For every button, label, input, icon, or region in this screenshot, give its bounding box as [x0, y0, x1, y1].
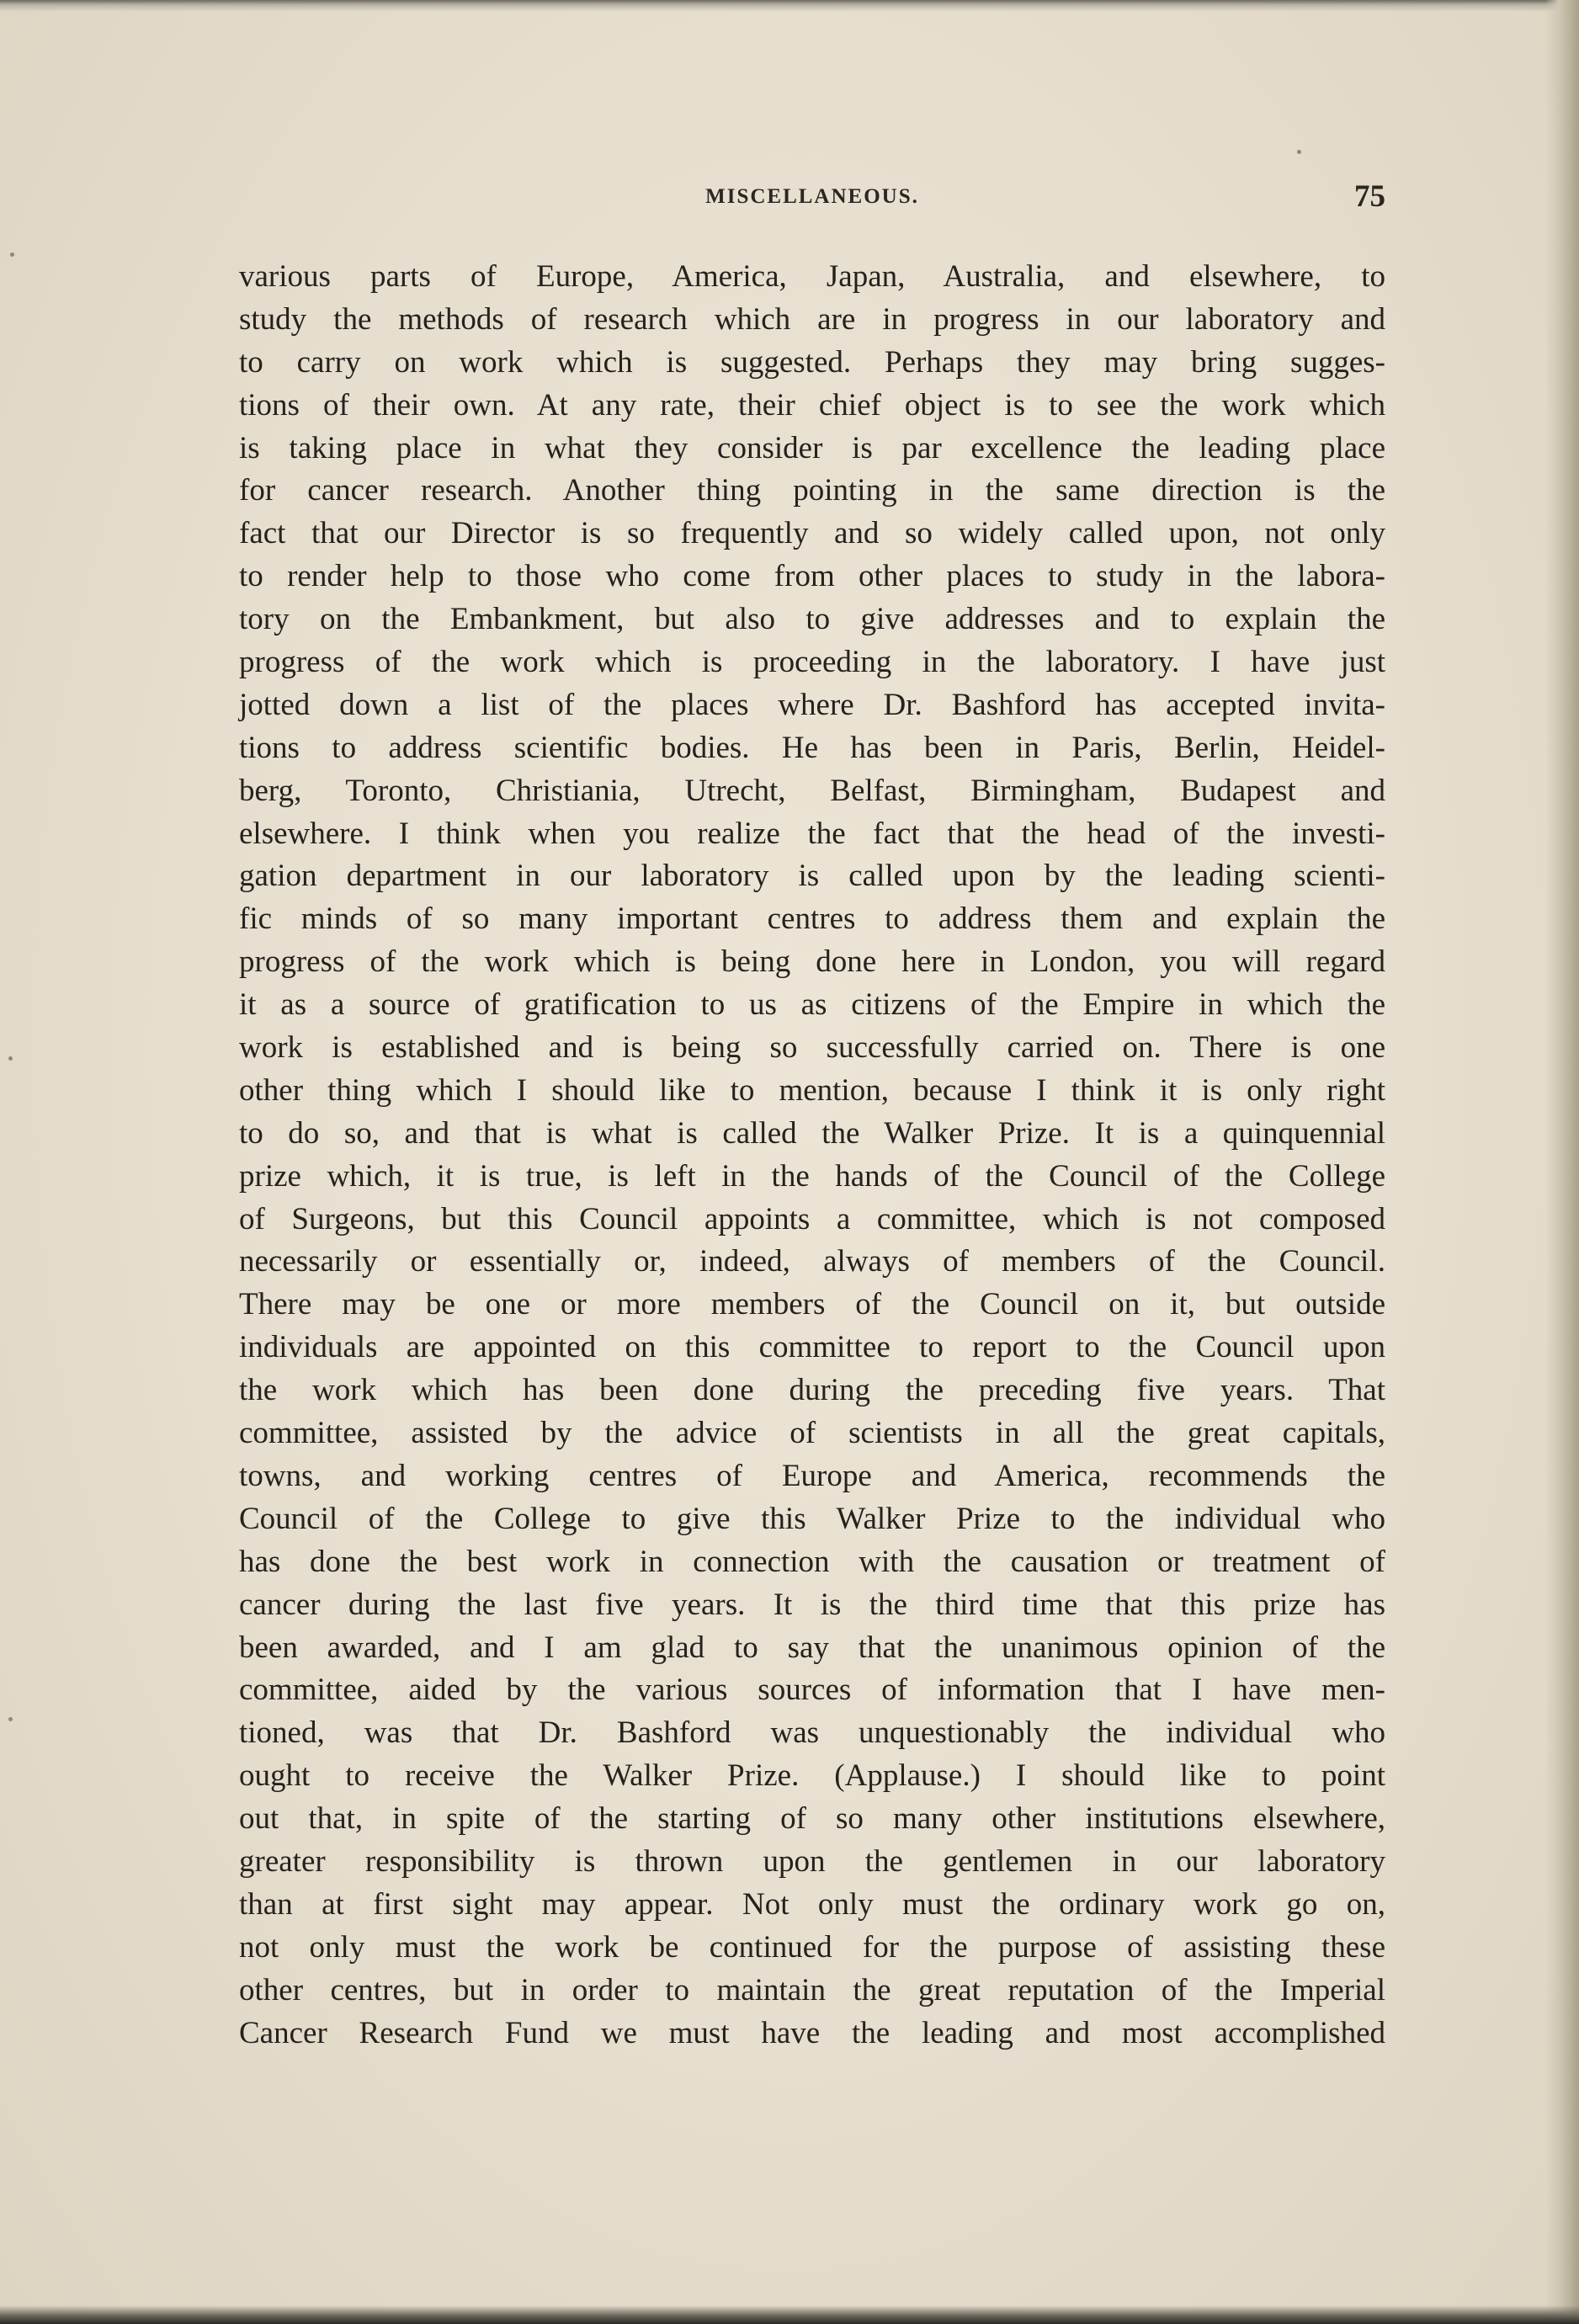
paper-speck	[8, 1717, 13, 1721]
text-line: committee, aided by the various sources of information that I have men-	[239, 1673, 1385, 1708]
text-line: towns, and working centres of Europe and America, recommends the	[239, 1458, 1385, 1493]
text-line: other centres, but in order to maintain the great reputation of the Imperial	[239, 1972, 1385, 2008]
text-line: study the methods of research which are in progress in our laboratory and	[239, 301, 1385, 337]
text-line: greater responsibility is thrown upon the gentlemen in our laboratory	[239, 1843, 1385, 1879]
text-line: progress of the work which is proceeding in the laboratory. I have just	[239, 645, 1385, 680]
text-line: of Surgeons, but this Council appoints a committee, which is not composed	[239, 1201, 1385, 1236]
text-line: individuals are appointed on this committee to report to the Council upon	[239, 1330, 1385, 1365]
text-line: out that, in spite of the starting of so many other institutions elsewhere,	[239, 1801, 1385, 1837]
paper-speck	[8, 1056, 13, 1061]
text-line: There may be one or more members of the Council on it, but outside	[239, 1287, 1385, 1322]
text-line: tioned, was that Dr. Bashford was unquestionably the individual who	[239, 1715, 1385, 1751]
text-line: is taking place in what they consider is par excellence the leading place	[239, 430, 1385, 465]
text-line: ought to receive the Walker Prize. (Applause.) I should like to point	[239, 1758, 1385, 1794]
text-line: the work which has been done during the preceding five years. That	[239, 1373, 1385, 1408]
body-text	[239, 256, 1385, 2055]
page-number: 75	[1354, 179, 1385, 214]
text-line: fic minds of so many important centres to address them and explain the	[239, 901, 1385, 937]
text-line: than at first sight may appear. Not only must the ordinary work go on,	[239, 1886, 1385, 1922]
page-bottom-edge	[0, 2305, 1579, 2324]
text-line: various parts of Europe, America, Japan, Australia, and elsewhere, to	[239, 259, 1385, 294]
paper-speck	[10, 253, 14, 257]
text-line: tions to address scientific bodies. He has been in Paris, Berlin, Heidel-	[239, 730, 1385, 765]
text-line: cancer during the last five years. It is the third time that this prize has	[239, 1587, 1385, 1622]
text-line: progress of the work which is being done here in London, you will regard	[239, 944, 1385, 980]
text-line: tions of their own. At any rate, their chief object is to see the work which	[239, 387, 1385, 423]
text-line: work is established and is being so successfully carried on. There is one	[239, 1030, 1385, 1066]
page-right-edge	[1545, 0, 1579, 2324]
text-line: necessarily or essentially or, indeed, always of members of the Council.	[239, 1244, 1385, 1279]
text-line: jotted down a list of the places where Dr. Bashford has accepted invita-	[239, 687, 1385, 722]
paper-speck	[1297, 150, 1301, 154]
text-line: elsewhere. I think when you realize the fact that the head of the investi-	[239, 816, 1385, 851]
text-line: has done the best work in connection with the causation or treatment of	[239, 1544, 1385, 1579]
text-line: to render help to those who come from other places to study in the labora-	[239, 559, 1385, 594]
text-line: to carry on work which is suggested. Perhaps they may bring sugges-	[239, 344, 1385, 380]
text-line: other thing which I should like to mention, because I think it is only right	[239, 1072, 1385, 1108]
text-line: Cancer Research Fund we must have the leading and most accomplished	[239, 2015, 1385, 2050]
page-top-edge	[0, 0, 1579, 12]
text-line: committee, assisted by the advice of scientists in all the great capitals,	[239, 1416, 1385, 1451]
text-line: been awarded, and I am glad to say that the unanimous opinion of the	[239, 1630, 1385, 1665]
text-line: gation department in our laboratory is called upon by the leading scienti-	[239, 859, 1385, 894]
text-line: fact that our Director is so frequently and so widely called upon, not only	[239, 516, 1385, 551]
text-line: Council of the College to give this Walker Prize to the individual who	[239, 1501, 1385, 1536]
text-line: it as a source of gratification to us as citizens of the Empire in which the	[239, 987, 1385, 1023]
text-line: tory on the Embankment, but also to give addresses and to explain the	[239, 602, 1385, 637]
text-line: berg, Toronto, Christiania, Utrecht, Belfast, Birmingham, Budapest and	[239, 773, 1385, 808]
text-line: to do so, and that is what is called the Walker Prize. It is a quinquennial	[239, 1115, 1385, 1151]
section-title: MISCELLANEOUS.	[705, 185, 919, 208]
text-line: for cancer research. Another thing pointing in the same direction is the	[239, 473, 1385, 508]
running-head	[239, 178, 1385, 221]
text-line: not only must the work be continued for the purpose of assisting these	[239, 1929, 1385, 1965]
text-line: prize which, it is true, is left in the hands of the Council of the College	[239, 1158, 1385, 1194]
